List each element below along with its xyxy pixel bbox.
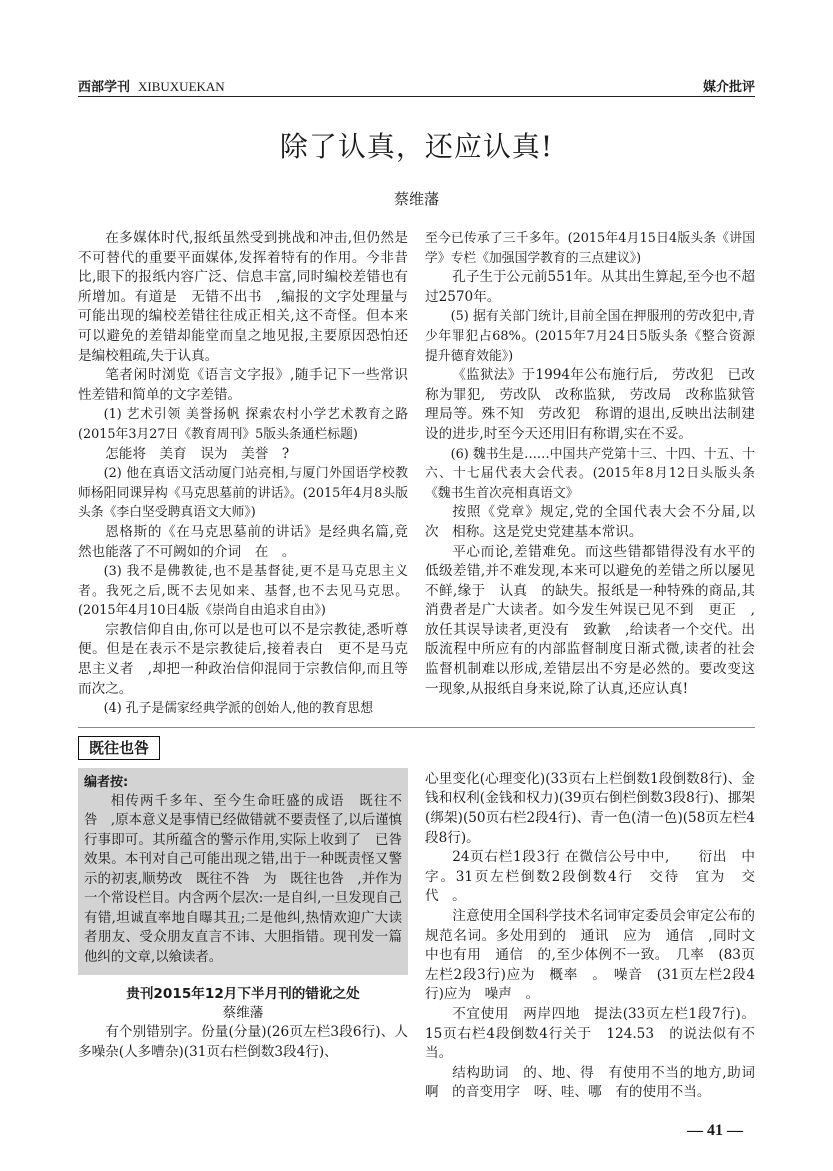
letter-right-column xyxy=(425,770,769,1103)
section-name: 媒介批评 xyxy=(702,80,755,95)
paragraph: 注意使用全国科学技术名词审定委员会审定公布的规范名词。多处用到的 通讯 应为 通信 ,同时文中也有用 通信 的,至少体例不一致。 几率 (83页左栏2段3行)应为 概率 。 噪音 (31页左栏2段4行)应为 噪声 。 xyxy=(425,908,755,1003)
article-title: 除了认真，还应认真! xyxy=(279,130,554,163)
paragraph: 24页右栏1段3行 在微信公号中中, 衍出 中 字。31页左栏倒数2段倒数4行 交待 宜为 交代 。 xyxy=(425,849,769,905)
paragraph: (3) 我不是佛教徒,也不是基督徒,更不是马克思主义者。我死之后,既不去见如来、基督,也不去见马克思。(2015年4月10日4版《崇尚自由追求自由》) xyxy=(78,564,408,619)
letter-left-column xyxy=(78,1023,408,1062)
paragraph: (1) 艺术引领 美誉扬帆 探索农村小学艺术教育之路(2015年3月27日《教育周刊》5版头条通栏标题) xyxy=(78,407,408,442)
paragraph: 怎能将 美育 误为 美誉 ? xyxy=(105,445,290,462)
editor-note-box xyxy=(78,768,416,976)
paragraph: 有个别错别字。份量(分量)(26页左栏3段6行)、人多噪杂(人多嘈杂)(31页右栏倒数3段4行)、 xyxy=(78,1024,408,1060)
journal-name: 西部学刊 XIBUXUEKAN xyxy=(78,79,225,95)
page-number: — 41 — xyxy=(687,1121,743,1139)
paragraph: (2) 他在真语文活动厦门站亮相,与厦门外国语学校教师杨阳同课异构《马克思墓前的讲话》。(2015年4月8头版头条《李白坚受聘真语文大师》) xyxy=(78,466,408,521)
article-author: 蔡维藩 xyxy=(393,190,439,208)
column-left xyxy=(78,768,416,1063)
editor-note-text: 相传两千多年、至今生命旺盛的成语 既往不咎 ,原本意义是事情已经做错就不要责怪了,以后谨慎行事即可。其所蕴含的警示作用,实际上收到了 已咎 效果。本刊对自己可能出现之错,出于一种既责怪又警示的初衷,顺势改 既往不咎 为 既往也咎 ,并作为一个常设栏目。内含两个层次:一是自纠,一旦发现自己有错,坦诚直率地自曝其丑;二是他纠,热情欢迎广大读者朋友、受众朋友直言不讳、大胆指错。现刊发一篇他纠的文章,以飨读者。 xyxy=(84,793,416,965)
article-right-column xyxy=(425,229,769,699)
letter-author: 蔡维藩 xyxy=(222,1005,264,1022)
running-header xyxy=(78,76,755,97)
paragraph: 恩格斯的《在马克思墓前的讲话》是经典名篇,竟然也能落了不可阙如的介词 在 。 xyxy=(78,523,408,560)
paragraph: 不宜使用 两岸四地 提法(33页左栏1段7行)。15页右栏4段倒数4行关于 124.53 的说法似有不当。 xyxy=(425,1005,755,1062)
paragraph: 在多媒体时代,报纸虽然受到挑战和冲击,但仍然是不可替代的重要平面媒体,发挥着特有的作用。今非昔比,眼下的报纸内容广泛、信息丰富,同时编校差错也有所增加。有道是 无错不出书 ,编报的文字处理量与可能出现的编校差错往往成正相关,这不奇怪。但本来可以避免的差错却能堂而皇之地见报,主要原因恐怕还是编校粗疏,失于认真。 xyxy=(78,230,408,364)
letter-title: 贵刊2015年12月下半月刊的错讹之处 xyxy=(126,986,360,1003)
article-left-column xyxy=(78,229,408,719)
paragraph: 按照《党章》规定,党的全国代表大会不分届,以 次 相称。这是党史党建基本常识。 xyxy=(425,504,769,540)
column-body xyxy=(78,768,769,1103)
paragraph: 心里变化(心理变化)(33页右上栏倒数1段倒数8行)、金钱和权利(金钱和权力)(39页右倒栏倒数3段8行)、挪架(绑架)(50页右栏2段4行)、青一色(清一色)(58页左栏4段8行)。 xyxy=(425,770,755,846)
paragraph: 笔者闲时浏览《语言文字报》,随手记下一些常识性差错和简单的文字差错。 xyxy=(78,367,408,403)
paragraph: 至今已传承了三千多年。(2015年4月15日4版头条《讲国学》专栏《加强国学教育的三点建议》) xyxy=(425,231,755,266)
column-section-title: 既往也咎 xyxy=(78,736,160,760)
paragraph: 宗教信仰自由,你可以是也可以不是宗教徒,悉听尊便。但是在表示不是宗教徒后,接着表白 更不是马克思主义者 ,却把一种政治信仰混同于宗教信仰,而且等而次之。 xyxy=(78,621,408,697)
article-body xyxy=(78,229,769,719)
editor-note-label: 编者按: xyxy=(84,774,129,790)
paragraph: 孔子生于公元前551年。从其出生算起,至今也不超过2570年。 xyxy=(425,269,755,305)
paragraph: 《监狱法》于1994年公布施行后, 劳改犯 已改称为罪犯, 劳改队 改称监狱, 劳改局 改称监狱管理局等。殊不知 劳改犯 称谓的退出,反映出法制建设的进步,时至今天还用旧有称谓,实在不妥。 xyxy=(425,367,755,442)
paragraph: 平心而论,差错难免。而这些错都错得没有水平的低级差错,并不难发现,本来可以避免的差错之所以屡见不鲜,缘于 认真 的缺失。报纸是一种特殊的商品,其消费者是广大读者。如今发生舛误已见不到 更正 ,放任其误导读者,更没有 致歉 ,给读者一个交代。出版流程中所应有的内部监督制度日渐式微,读者的社会监督机制难以形成,差错层出不穷是必然的。要改变这一现象,从报纸自身来说,除了认真,还应认真! xyxy=(425,543,755,697)
paragraph: (6) 魏书生是……中国共产党第十三、十四、十五、十六、十七届代表大会代表。(2015年8月12日头版头条《魏书生首次亮相真语文》 xyxy=(425,446,755,501)
paragraph: (4) 孔子是儒家经典学派的创始人,他的教育思想 xyxy=(103,701,373,717)
paragraph: 结构助词 的、地、得 有使用不当的地方,助词 啊 的音变用字 呀、哇、哪 有的使用不当。 xyxy=(425,1064,769,1101)
divider xyxy=(78,727,755,728)
paragraph: (5) 据有关部门统计,目前全国在押服刑的劳改犯中,青少年罪犯占68%。(2015年7月24日5版头条《整合资源 提升德育效能》) xyxy=(425,309,755,364)
